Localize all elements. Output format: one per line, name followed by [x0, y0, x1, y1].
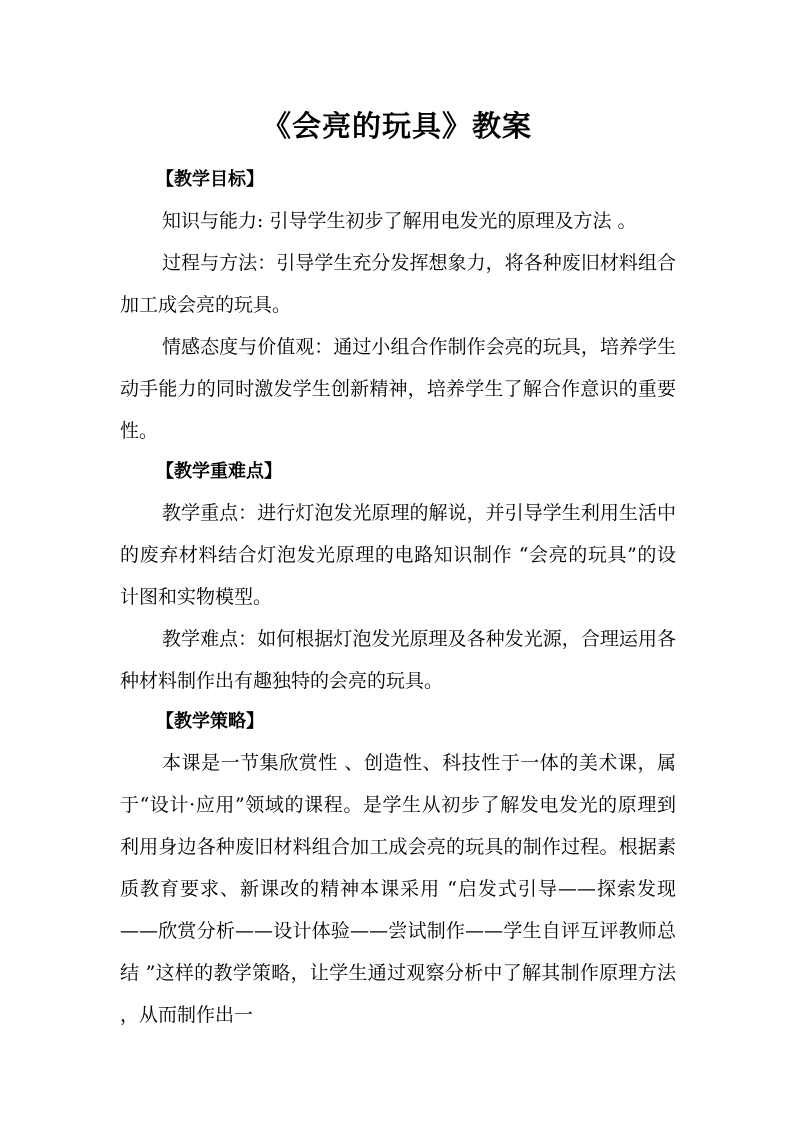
paragraph: 情感态度与价值观：通过小组合作制作会亮的玩具，培养学生动手能力的同时激发学生创新精神，培养学生了解合作意识的重要性。: [120, 336, 676, 442]
section-heading: 【教学目标】: [156, 169, 264, 190]
section-goals: [120, 160, 676, 452]
paragraph: 知识与能力: 引导学生初步了解用电发光的原理及方法 。: [162, 210, 637, 232]
document-title: 《会亮的玩具》教案: [261, 109, 532, 143]
section-heading: 【教学策略】: [156, 711, 264, 732]
section-heading: 【教学重难点】: [156, 461, 282, 482]
document-body: [120, 160, 676, 1036]
section-key-points: [120, 452, 676, 702]
paragraph: 教学难点：如何根据灯泡发光原理及各种发光源，合理运用各种材料制作出有趣独特的会亮的玩具。: [120, 628, 676, 692]
paragraph: 过程与方法：引导学生充分发挥想象力，将各种废旧材料组合加工成会亮的玩具。: [120, 252, 676, 316]
section-strategy: [120, 702, 676, 1036]
paragraph: 本课是一节集欣赏性 、创造性、科技性于一体的美术课，属于“设计·应用”领域的课程。是学生从初步了解发电发光的原理到利用身边各种废旧材料组合加工成会亮的玩具的制作过程。根据素质教育要求、新课改的精神本课采用 “启发式引导——探索发现——欣赏分析——设计体验——尝试制作——学生自评互评教师总结 ”这样的教学策略，让学生通过观察分析中了解其制作原理方法 ，从而制作出一: [120, 752, 676, 1026]
paragraph: 教学重点：进行灯泡发光原理的解说，并引导学生利用生活中的废弃材料结合灯泡发光原理的电路知识制作 “会亮的玩具”的设计图和实物模型。: [120, 502, 676, 608]
